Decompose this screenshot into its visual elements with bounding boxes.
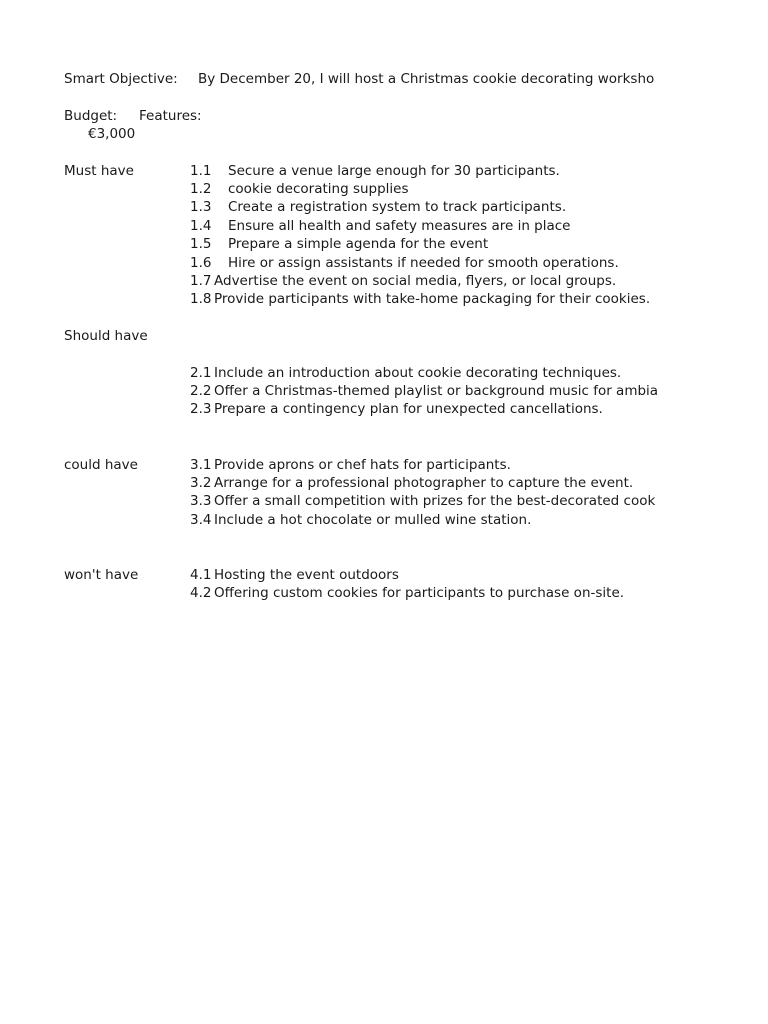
item-text: Offer a Christmas-themed playlist or background music for ambia (214, 383, 659, 399)
item-text: Provide participants with take-home packaging for their cookies. (214, 291, 651, 307)
objective-label: Smart Objective: (64, 71, 178, 87)
item-number: 2.2 (190, 383, 212, 399)
item-number: 1.6 (190, 255, 212, 271)
budget-amount: €3,000 (88, 126, 136, 142)
item-number: 1.1 (190, 163, 212, 179)
item-number: 2.3 (190, 401, 212, 417)
item-number: 2.1 (190, 365, 212, 381)
item-text: Offering custom cookies for participants to purchase on-site. (214, 585, 625, 601)
item-number: 4.2 (190, 585, 212, 601)
item-number: 1.3 (190, 199, 212, 215)
item-text: Prepare a simple agenda for the event (228, 236, 489, 252)
item-text: Prepare a contingency plan for unexpected cancellations. (214, 401, 603, 417)
item-number: 3.1 (190, 457, 212, 473)
item-number: 1.7 (190, 273, 212, 289)
item-text: Advertise the event on social media, flyers, or local groups. (214, 273, 617, 289)
item-number: 3.2 (190, 475, 212, 491)
item-text: Hire or assign assistants if needed for smooth operations. (228, 255, 619, 271)
item-number: 1.2 (190, 181, 212, 197)
item-number: 1.5 (190, 236, 212, 252)
objective-text: By December 20, I will host a Christmas cookie decorating worksho (198, 71, 655, 87)
item-text: Include an introduction about cookie decorating techniques. (214, 365, 622, 381)
item-text: cookie decorating supplies (228, 181, 409, 197)
section-label-should-have: Should have (64, 328, 148, 344)
item-number: 1.4 (190, 218, 212, 234)
item-text: Offer a small competition with prizes for the best-decorated cook (214, 493, 656, 509)
item-text: Include a hot chocolate or mulled wine station. (214, 512, 532, 528)
item-number: 1.8 (190, 291, 212, 307)
item-text: Hosting the event outdoors (214, 567, 399, 583)
section-label-wont-have: won't have (64, 567, 139, 583)
features-label: Features: (139, 108, 202, 124)
item-number: 4.1 (190, 567, 212, 583)
item-text: Create a registration system to track participants. (228, 199, 567, 215)
item-number: 3.3 (190, 493, 212, 509)
section-label-could-have: could have (64, 457, 138, 473)
item-text: Ensure all health and safety measures are in place (228, 218, 571, 234)
section-label-must-have: Must have (64, 163, 134, 179)
item-text: Provide aprons or chef hats for participants. (214, 457, 511, 473)
item-text: Secure a venue large enough for 30 participants. (228, 163, 560, 179)
item-number: 3.4 (190, 512, 212, 528)
budget-label: Budget: (64, 108, 118, 124)
item-text: Arrange for a professional photographer to capture the event. (214, 475, 634, 491)
